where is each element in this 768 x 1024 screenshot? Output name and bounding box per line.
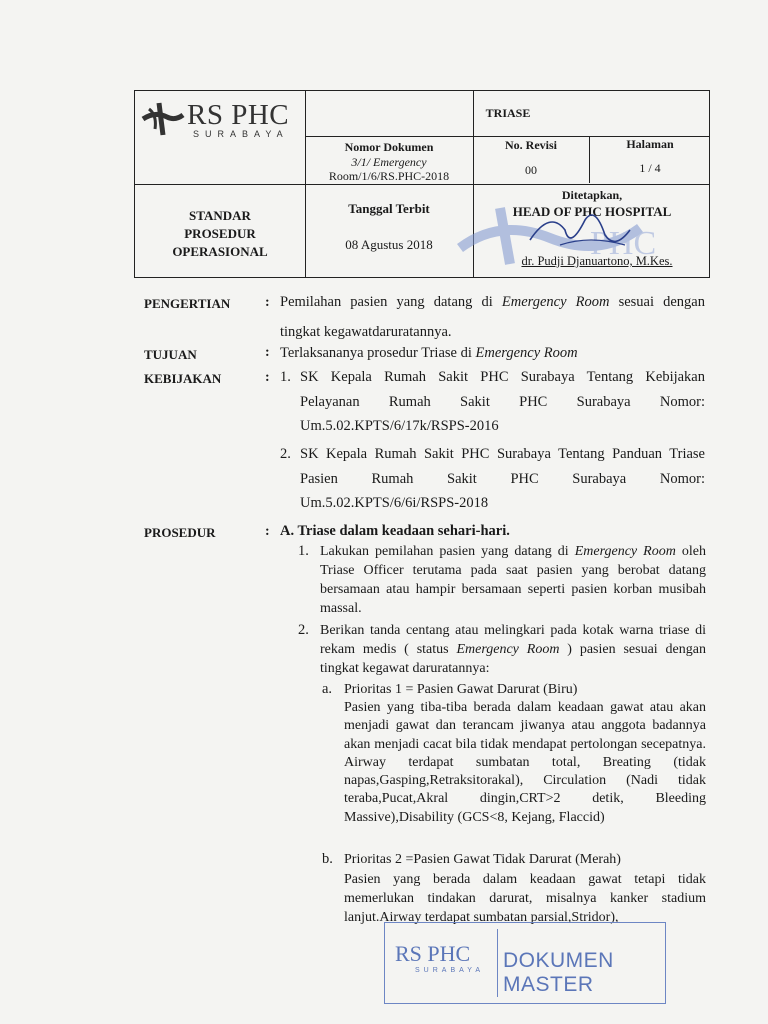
step-1-text: Lakukan pemilahan pasien yang datang di Emergency Room oleh Triase Officer terutama pada saat pasien yang berobat datang bersamaan atau hampir bersamaan seperti pasien korban musibah massal. — [320, 544, 706, 616]
step-2-text: Berikan tanda centang atau melingkari pada kotak warna triase di rekam medis ( status Emergency Room ) pasien sesuai dengan tingkat kegawat daruratannya: — [320, 623, 706, 676]
halaman-value: 1 / 4 — [639, 161, 661, 175]
logo-subtext: SURABAYA — [193, 129, 289, 139]
pengertian-text: Pemilahan pasien yang datang di Emergency Room sesuai dengan tingkat kegawatdaruratannya. — [280, 294, 705, 340]
tanggal-terbit-label: Tanggal Terbit — [348, 201, 430, 216]
tujuan-label: TUJUAN — [144, 347, 197, 362]
ditetapkan-label: Ditetapkan, — [561, 188, 623, 202]
kebijakan-item: SK Kepala Rumah Sakit PHC Surabaya Tentang Panduan Triase Pasien Rumah Sakit PHC Surabaya Nomor: Um.5.02.KPTS/6/6i/RSPS-2018 — [300, 446, 705, 511]
stamp-text: DOKUMEN MASTER — [503, 949, 614, 996]
pengertian-colon: : — [265, 295, 270, 310]
cross-logo-icon — [139, 99, 185, 139]
stamp-logo-text: RS PHC — [395, 941, 471, 966]
document-title: TRIASE — [485, 106, 531, 120]
logo-text: RS PHC — [187, 99, 290, 131]
nomor-dokumen-value: 3/1/ Emergency Room/1/6/RS.PHC-2018 — [328, 155, 450, 183]
halaman-label: Halaman — [626, 137, 674, 151]
tujuan-colon: : — [265, 345, 270, 360]
step-number: 1. — [298, 543, 309, 559]
stamp-logo-subtext: SURABAYA — [415, 967, 485, 974]
nomor-dokumen-label: Nomor Dokumen — [344, 140, 434, 154]
signature-icon — [510, 200, 640, 260]
prioritas-2-body: Pasien yang berada dalam keadaan gawat tetapi tidak memerlukan tindakan darurat, misalnya kanker stadium lanjut.Airway terdapat sumbatan parsial,Stridor), — [344, 872, 706, 925]
section-a-heading: A. Triase dalam keadaan sehari-hari. — [280, 523, 510, 539]
prosedur-colon: : — [265, 524, 270, 539]
kebijakan-colon: : — [265, 370, 270, 385]
step-number: 2. — [298, 622, 309, 638]
no-revisi-label: No. Revisi — [505, 138, 557, 152]
pengertian-label: PENGERTIAN — [144, 296, 231, 311]
kebijakan-item-number: 1. — [280, 369, 291, 385]
sop-label: STANDAR PROSEDUR OPERASIONAL — [172, 208, 268, 259]
sub-item-letter: a. — [322, 681, 333, 697]
head-title: HEAD OF PHC HOSPITAL — [512, 204, 672, 219]
no-revisi-value: 00 — [525, 163, 537, 177]
prioritas-1-body: Pasien yang tiba-tiba berada dalam keadaan gawat atau akan menjadi gawat dan terancam jiwanya atau anggota badannya akan menjadi cacat bila tidak mendapat pertolongan secepatnya. Airway terdapat sumbatan total, Breating (tidak napas,Gasping,Retraksitorakal), Circulation (Nadi tidak teraba,Pucat,Akral dingin,CRT>2 detik, Bleeding Massive),Disability (GCS<8, Kejang, Flaccid) — [344, 700, 706, 825]
kebijakan-item-number: 2. — [280, 446, 291, 462]
tanggal-terbit-value: 08 Agustus 2018 — [345, 237, 433, 252]
signer-name: dr. Pudji Djanuartono, M.Kes. — [521, 254, 673, 268]
tujuan-text: Terlaksananya prosedur Triase di Emergency Room — [280, 345, 578, 361]
rs-phc-logo — [139, 97, 305, 143]
kebijakan-item: SK Kepala Rumah Sakit PHC Surabaya Tentang Kebijakan Pelayanan Rumah Sakit PHC Surabaya Nomor: Um.5.02.KPTS/6/17k/RSPS-2016 — [300, 369, 705, 434]
prosedur-label: PROSEDUR — [144, 525, 216, 540]
sub-item-letter: b. — [322, 851, 333, 867]
kebijakan-label: KEBIJAKAN — [144, 371, 222, 386]
dokumen-master-stamp — [384, 922, 666, 1004]
prioritas-1-title: Prioritas 1 = Pasien Gawat Darurat (Biru) — [344, 682, 578, 697]
prioritas-2-title: Prioritas 2 =Pasien Gawat Tidak Darurat (Merah) — [344, 852, 621, 867]
svg-text:PHC: PHC — [590, 225, 657, 262]
